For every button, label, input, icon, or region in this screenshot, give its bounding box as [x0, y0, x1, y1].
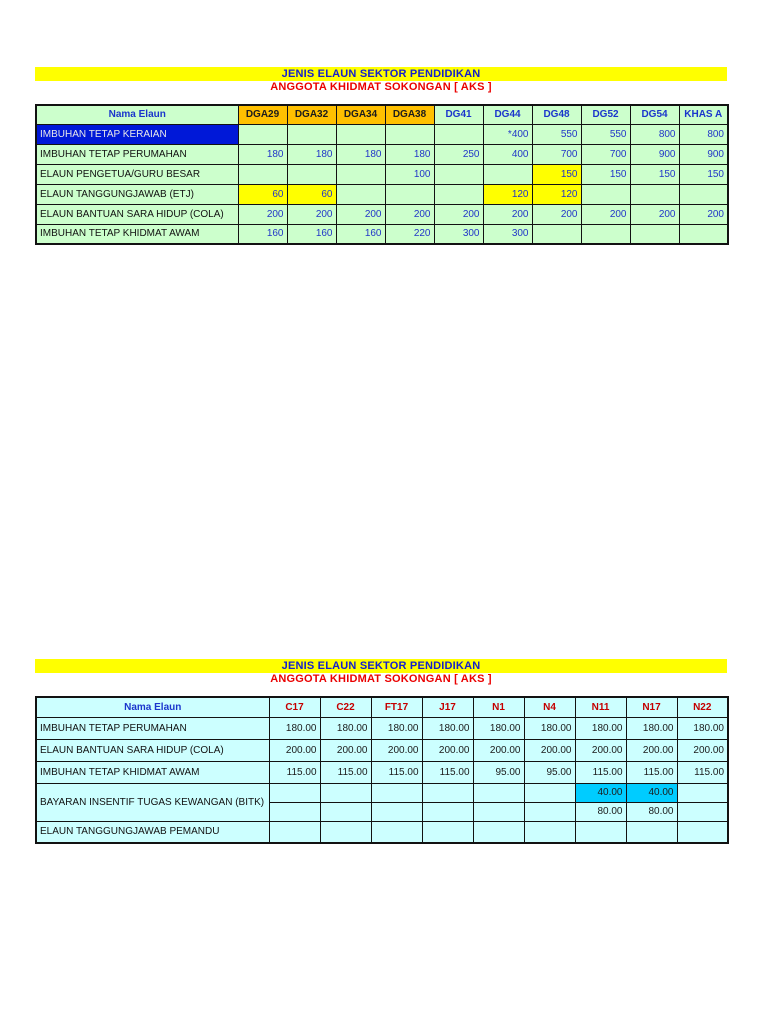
column-header-dg41: DG41 [434, 105, 483, 124]
table-row [36, 124, 728, 144]
value-cell: 60 [287, 184, 336, 204]
value-cell: 40.00 [575, 783, 626, 802]
column-header-c17: C17 [269, 697, 320, 717]
table-row [36, 164, 728, 184]
value-cell: 160 [287, 224, 336, 244]
row-label: ELAUN PENGETUA/GURU BESAR [36, 164, 238, 184]
value-cell [434, 184, 483, 204]
section1-title-bar [35, 67, 727, 81]
value-cell: 150 [679, 164, 728, 184]
value-cell [320, 802, 371, 821]
value-cell: 800 [630, 124, 679, 144]
value-cell [238, 164, 287, 184]
value-cell: 180.00 [422, 717, 473, 739]
value-cell: 180.00 [269, 717, 320, 739]
row-label: IMBUHAN TETAP PERUMAHAN [36, 717, 269, 739]
row-label: IMBUHAN TETAP PERUMAHAN [36, 144, 238, 164]
name-column-header: Nama Elaun [36, 697, 269, 717]
value-cell [269, 783, 320, 802]
value-cell: 200.00 [575, 739, 626, 761]
value-cell [581, 184, 630, 204]
column-header-dga29: DGA29 [238, 105, 287, 124]
value-cell: 115.00 [575, 761, 626, 783]
value-cell: 150 [532, 164, 581, 184]
section2-title-bar [35, 659, 727, 673]
column-header-n17: N17 [626, 697, 677, 717]
table-row [36, 144, 728, 164]
column-header-n11: N11 [575, 697, 626, 717]
value-cell: 115.00 [626, 761, 677, 783]
section1-subtitle: ANGGOTA KHIDMAT SOKONGAN [ AKS ] [270, 81, 492, 93]
value-cell [422, 783, 473, 802]
value-cell: 200.00 [269, 739, 320, 761]
value-cell: 180 [238, 144, 287, 164]
column-header-n1: N1 [473, 697, 524, 717]
section1-title: JENIS ELAUN SEKTOR PENDIDIKAN [281, 68, 481, 80]
value-cell: 300 [434, 224, 483, 244]
value-cell: 200 [483, 204, 532, 224]
table-row [36, 204, 728, 224]
value-cell: 160 [336, 224, 385, 244]
value-cell: 180.00 [524, 717, 575, 739]
value-cell: 115.00 [320, 761, 371, 783]
allowance-table-2-wrapper [35, 696, 729, 844]
value-cell: 900 [630, 144, 679, 164]
value-cell: 200.00 [524, 739, 575, 761]
section2-subtitle: ANGGOTA KHIDMAT SOKONGAN [ AKS ] [270, 673, 492, 685]
value-cell: 95.00 [473, 761, 524, 783]
value-cell: 200.00 [626, 739, 677, 761]
column-header-dg54: DG54 [630, 105, 679, 124]
value-cell: 200.00 [473, 739, 524, 761]
value-cell: 400 [483, 144, 532, 164]
value-cell: 120 [532, 184, 581, 204]
column-header-n4: N4 [524, 697, 575, 717]
value-cell: 200 [630, 204, 679, 224]
value-cell [677, 783, 728, 802]
value-cell: 200.00 [677, 739, 728, 761]
value-cell: 200 [679, 204, 728, 224]
value-cell [422, 821, 473, 843]
value-cell: 115.00 [269, 761, 320, 783]
value-cell [385, 184, 434, 204]
value-cell: 150 [630, 164, 679, 184]
value-cell: 100 [385, 164, 434, 184]
column-header-j17: J17 [422, 697, 473, 717]
value-cell: 180.00 [626, 717, 677, 739]
value-cell: 160 [238, 224, 287, 244]
value-cell: 180.00 [473, 717, 524, 739]
column-header-n22: N22 [677, 697, 728, 717]
allowance-table-1-wrapper [35, 104, 729, 245]
value-cell: 180.00 [320, 717, 371, 739]
value-cell [269, 802, 320, 821]
column-header-dg44: DG44 [483, 105, 532, 124]
value-cell: 200 [287, 204, 336, 224]
value-cell: 300 [483, 224, 532, 244]
value-cell: *400 [483, 124, 532, 144]
table-row [36, 739, 728, 761]
value-cell: 115.00 [677, 761, 728, 783]
row-label: BAYARAN INSENTIF TUGAS KEWANGAN (BITK) [36, 783, 269, 821]
table-row [36, 717, 728, 739]
value-cell [320, 783, 371, 802]
value-cell [524, 821, 575, 843]
value-cell [269, 821, 320, 843]
value-cell [473, 802, 524, 821]
value-cell [238, 124, 287, 144]
column-header-c22: C22 [320, 697, 371, 717]
value-cell: 60 [238, 184, 287, 204]
value-cell [336, 124, 385, 144]
row-label: ELAUN TANGGUNGJAWAB (ETJ) [36, 184, 238, 204]
value-cell: 180 [336, 144, 385, 164]
column-header-khas-a: KHAS A [679, 105, 728, 124]
column-header-ft17: FT17 [371, 697, 422, 717]
value-cell: 200 [238, 204, 287, 224]
row-label: ELAUN BANTUAN SARA HIDUP (COLA) [36, 739, 269, 761]
value-cell: 550 [532, 124, 581, 144]
value-cell [679, 224, 728, 244]
value-cell [524, 783, 575, 802]
value-cell [677, 802, 728, 821]
value-cell: 40.00 [626, 783, 677, 802]
row-label: IMBUHAN TETAP KHIDMAT AWAM [36, 224, 238, 244]
value-cell [532, 224, 581, 244]
section2-title: JENIS ELAUN SEKTOR PENDIDIKAN [281, 660, 481, 672]
value-cell: 80.00 [626, 802, 677, 821]
value-cell [473, 783, 524, 802]
value-cell: 150 [581, 164, 630, 184]
value-cell: 115.00 [422, 761, 473, 783]
value-cell: 200 [581, 204, 630, 224]
value-cell [575, 821, 626, 843]
column-header-dg52: DG52 [581, 105, 630, 124]
table-row [36, 821, 728, 843]
value-cell: 95.00 [524, 761, 575, 783]
value-cell: 800 [679, 124, 728, 144]
value-cell [483, 164, 532, 184]
table-row [36, 761, 728, 783]
table-row [36, 224, 728, 244]
value-cell [434, 164, 483, 184]
value-cell: 180 [385, 144, 434, 164]
column-header-dga34: DGA34 [336, 105, 385, 124]
value-cell [287, 124, 336, 144]
name-column-header: Nama Elaun [36, 105, 238, 124]
value-cell [371, 783, 422, 802]
value-cell [320, 821, 371, 843]
value-cell [336, 164, 385, 184]
value-cell: 550 [581, 124, 630, 144]
value-cell [626, 821, 677, 843]
value-cell: 180.00 [575, 717, 626, 739]
value-cell [581, 224, 630, 244]
column-header-dga38: DGA38 [385, 105, 434, 124]
value-cell [371, 802, 422, 821]
value-cell: 180.00 [371, 717, 422, 739]
value-cell: 200 [336, 204, 385, 224]
value-cell [524, 802, 575, 821]
value-cell: 115.00 [371, 761, 422, 783]
value-cell: 200 [385, 204, 434, 224]
column-header-dga32: DGA32 [287, 105, 336, 124]
value-cell: 220 [385, 224, 434, 244]
value-cell: 200 [532, 204, 581, 224]
value-cell: 200.00 [371, 739, 422, 761]
table-row [36, 783, 728, 802]
value-cell [630, 184, 679, 204]
row-label: ELAUN TANGGUNGJAWAB PEMANDU [36, 821, 269, 843]
allowance-table-teachers [35, 104, 729, 245]
value-cell: 200.00 [320, 739, 371, 761]
value-cell [336, 184, 385, 204]
value-cell [371, 821, 422, 843]
row-label: ELAUN BANTUAN SARA HIDUP (COLA) [36, 204, 238, 224]
table-row [36, 184, 728, 204]
value-cell [630, 224, 679, 244]
row-label: IMBUHAN TETAP KHIDMAT AWAM [36, 761, 269, 783]
value-cell: 700 [532, 144, 581, 164]
value-cell [385, 124, 434, 144]
value-cell: 200.00 [422, 739, 473, 761]
value-cell: 700 [581, 144, 630, 164]
value-cell [422, 802, 473, 821]
value-cell [434, 124, 483, 144]
value-cell: 200 [434, 204, 483, 224]
value-cell: 180 [287, 144, 336, 164]
value-cell: 120 [483, 184, 532, 204]
value-cell [287, 164, 336, 184]
allowance-table-support-staff [35, 696, 729, 844]
value-cell: 900 [679, 144, 728, 164]
row-label: IMBUHAN TETAP KERAIAN [36, 124, 238, 144]
value-cell: 80.00 [575, 802, 626, 821]
value-cell [679, 184, 728, 204]
value-cell: 180.00 [677, 717, 728, 739]
value-cell [473, 821, 524, 843]
value-cell [677, 821, 728, 843]
column-header-dg48: DG48 [532, 105, 581, 124]
value-cell: 250 [434, 144, 483, 164]
